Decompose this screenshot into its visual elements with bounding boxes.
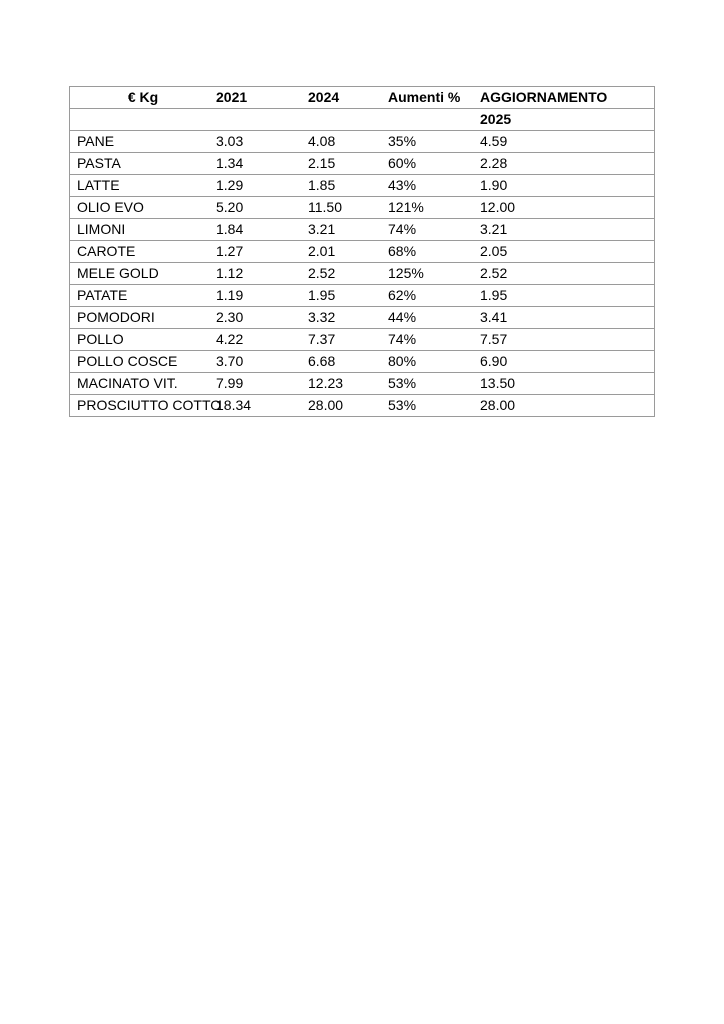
- cell-item: LATTE: [70, 175, 217, 197]
- header-update-year: 2025: [480, 109, 655, 131]
- cell-2021: 2.30: [216, 307, 308, 329]
- cell-increase: 53%: [388, 395, 480, 417]
- cell-2021: 1.34: [216, 153, 308, 175]
- cell-item: MACINATO VIT.: [70, 373, 217, 395]
- cell-increase: 53%: [388, 373, 480, 395]
- cell-update: 6.90: [480, 351, 655, 373]
- cell-update: 12.00: [480, 197, 655, 219]
- header-item: € Kg: [70, 87, 217, 109]
- cell-2021: 4.22: [216, 329, 308, 351]
- subheader-empty-cell: [216, 109, 308, 131]
- cell-2024: 6.68: [308, 351, 388, 373]
- cell-2021: 5.20: [216, 197, 308, 219]
- table-body: [70, 87, 655, 417]
- table-row: [70, 307, 655, 329]
- table-row: [70, 285, 655, 307]
- cell-2021: 7.99: [216, 373, 308, 395]
- cell-increase: 62%: [388, 285, 480, 307]
- cell-update: 4.59: [480, 131, 655, 153]
- cell-update: 3.21: [480, 219, 655, 241]
- cell-item: MELE GOLD: [70, 263, 217, 285]
- header-2024: 2024: [308, 87, 388, 109]
- cell-2024: 2.52: [308, 263, 388, 285]
- cell-2021: 1.19: [216, 285, 308, 307]
- cell-2024: 2.15: [308, 153, 388, 175]
- cell-update: 2.52: [480, 263, 655, 285]
- subheader-empty-cell: [70, 109, 217, 131]
- cell-2024: 3.21: [308, 219, 388, 241]
- cell-2024: 1.95: [308, 285, 388, 307]
- cell-increase: 125%: [388, 263, 480, 285]
- table-row: [70, 197, 655, 219]
- cell-item: OLIO EVO: [70, 197, 217, 219]
- cell-update: 28.00: [480, 395, 655, 417]
- cell-2021: 1.29: [216, 175, 308, 197]
- header-2021: 2021: [216, 87, 308, 109]
- header-increase: Aumenti %: [388, 87, 480, 109]
- cell-2021: 18.34: [216, 395, 308, 417]
- table-row: [70, 241, 655, 263]
- cell-item: PATATE: [70, 285, 217, 307]
- cell-increase: 74%: [388, 219, 480, 241]
- cell-update: 2.28: [480, 153, 655, 175]
- subheader-empty-cell: [388, 109, 480, 131]
- table-row: [70, 131, 655, 153]
- cell-increase: 43%: [388, 175, 480, 197]
- table-row: [70, 263, 655, 285]
- cell-2024: 28.00: [308, 395, 388, 417]
- cell-increase: 44%: [388, 307, 480, 329]
- cell-increase: 121%: [388, 197, 480, 219]
- subheader-row: [70, 109, 655, 131]
- cell-2024: 12.23: [308, 373, 388, 395]
- subheader-empty-cell: [308, 109, 388, 131]
- table-row: [70, 329, 655, 351]
- cell-item: PANE: [70, 131, 217, 153]
- cell-increase: 74%: [388, 329, 480, 351]
- cell-increase: 80%: [388, 351, 480, 373]
- cell-2024: 3.32: [308, 307, 388, 329]
- table-row: [70, 153, 655, 175]
- table-row: [70, 395, 655, 417]
- cell-2024: 1.85: [308, 175, 388, 197]
- cell-update: 2.05: [480, 241, 655, 263]
- header-row: [70, 87, 655, 109]
- table-row: [70, 351, 655, 373]
- cell-2021: 1.27: [216, 241, 308, 263]
- cell-2024: 11.50: [308, 197, 388, 219]
- cell-item: PASTA: [70, 153, 217, 175]
- cell-update: 7.57: [480, 329, 655, 351]
- cell-item: PROSCIUTTO COTTO: [70, 395, 217, 417]
- cell-update: 13.50: [480, 373, 655, 395]
- cell-2021: 3.70: [216, 351, 308, 373]
- cell-update: 3.41: [480, 307, 655, 329]
- cell-increase: 60%: [388, 153, 480, 175]
- cell-update: 1.95: [480, 285, 655, 307]
- cell-2024: 2.01: [308, 241, 388, 263]
- cell-item: POMODORI: [70, 307, 217, 329]
- cell-2021: 1.84: [216, 219, 308, 241]
- cell-item: POLLO COSCE: [70, 351, 217, 373]
- cell-item: POLLO: [70, 329, 217, 351]
- price-table: [69, 86, 655, 417]
- cell-2024: 7.37: [308, 329, 388, 351]
- cell-2024: 4.08: [308, 131, 388, 153]
- cell-item: LIMONI: [70, 219, 217, 241]
- cell-item: CAROTE: [70, 241, 217, 263]
- cell-2021: 1.12: [216, 263, 308, 285]
- cell-increase: 68%: [388, 241, 480, 263]
- cell-increase: 35%: [388, 131, 480, 153]
- header-update: AGGIORNAMENTO: [480, 87, 655, 109]
- table-row: [70, 373, 655, 395]
- table-row: [70, 219, 655, 241]
- cell-update: 1.90: [480, 175, 655, 197]
- table-row: [70, 175, 655, 197]
- cell-2021: 3.03: [216, 131, 308, 153]
